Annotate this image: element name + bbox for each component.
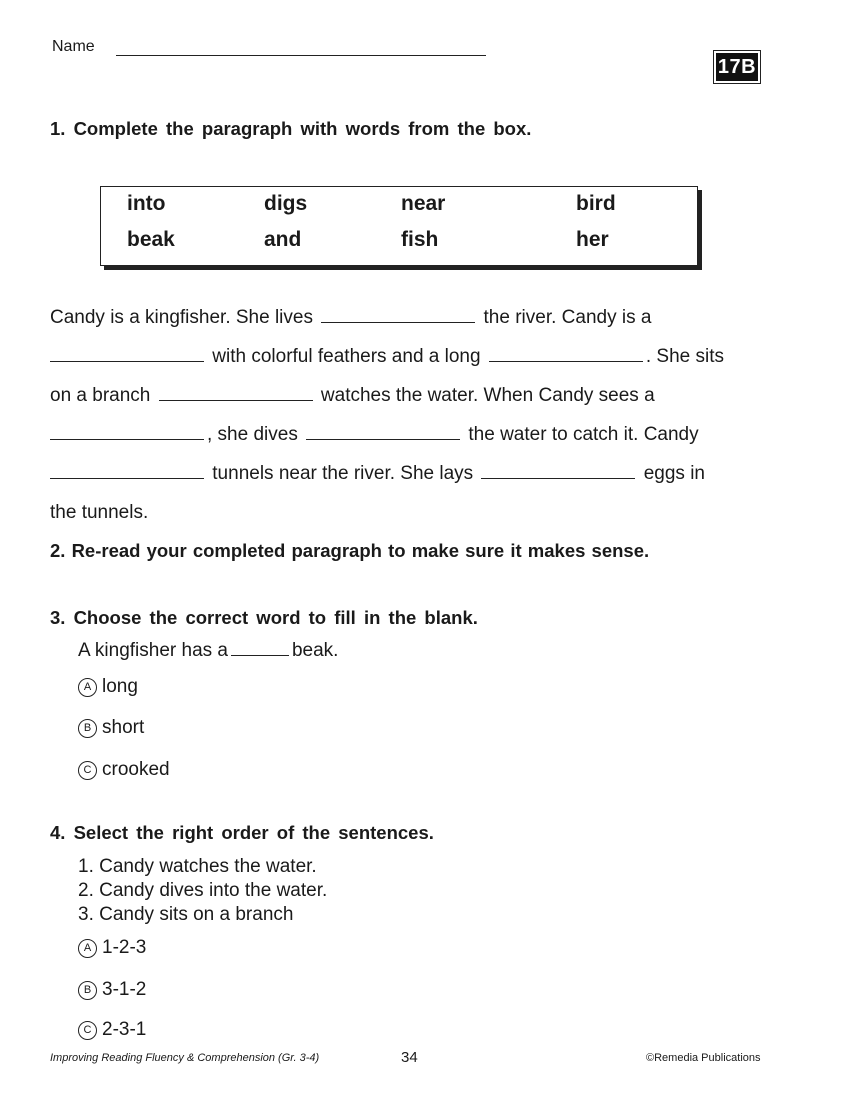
word-box-word: beak	[127, 228, 175, 251]
paragraph-text: tunnels near the river. She lays	[207, 463, 479, 484]
option-circle[interactable]: A	[78, 939, 97, 958]
answer-option[interactable]	[78, 1019, 146, 1041]
option-text: short	[102, 717, 145, 738]
paragraph-text: Candy is a kingfisher. She lives	[50, 307, 319, 328]
question-1-prompt: 1. Complete the paragraph with words from the box.	[50, 118, 532, 139]
sentence-list	[78, 855, 327, 927]
paragraph-line	[50, 376, 810, 415]
answer-blank[interactable]	[50, 478, 204, 479]
word-box-word: bird	[576, 192, 616, 215]
option-text: crooked	[102, 759, 170, 780]
word-box-word: near	[401, 192, 446, 215]
sentence-text: beak.	[291, 640, 339, 661]
answer-option[interactable]	[78, 717, 144, 739]
footer-book-title: Improving Reading Fluency & Comprehension (Gr. 3-4)	[50, 1052, 320, 1064]
answer-option[interactable]	[78, 759, 170, 781]
question-4-prompt: 4. Select the right order of the sentences.	[50, 822, 434, 843]
paragraph-line	[50, 337, 810, 376]
paragraph-text: the water to catch it. Candy	[463, 424, 699, 445]
answer-blank[interactable]	[50, 361, 204, 362]
option-text: 1-2-3	[102, 937, 147, 958]
answer-option[interactable]	[78, 979, 146, 1001]
word-box-word: her	[576, 228, 609, 251]
word-box	[100, 186, 698, 266]
option-text: 2-3-1	[102, 1019, 147, 1040]
paragraph-text: on a branch	[50, 385, 156, 406]
paragraph-line	[50, 415, 810, 454]
paragraph-text: watches the water. When Candy sees a	[315, 385, 655, 406]
name-label: Name	[52, 38, 95, 55]
paragraph-text: with colorful feathers and a long	[207, 346, 486, 367]
option-circle[interactable]: B	[78, 981, 97, 1000]
paragraph-text: eggs in	[638, 463, 705, 484]
question-3-sentence	[78, 640, 338, 662]
paragraph-line	[50, 454, 810, 493]
question-3-prompt: 3. Choose the correct word to fill in the blank.	[50, 607, 478, 628]
sentence-item: 1. Candy watches the water.	[78, 856, 317, 877]
paragraph-text: , she dives	[207, 424, 304, 445]
answer-blank[interactable]	[489, 361, 643, 362]
word-box-word: digs	[264, 192, 308, 215]
answer-blank[interactable]	[231, 655, 289, 656]
option-circle[interactable]: C	[78, 1021, 97, 1040]
option-text: 3-1-2	[102, 979, 147, 1000]
sentence-item: 2. Candy dives into the water.	[78, 880, 328, 901]
cloze-paragraph	[50, 298, 810, 532]
sentence-item: 3. Candy sits on a branch	[78, 904, 294, 925]
question-2-prompt: 2. Re-read your completed paragraph to make sure it makes sense.	[50, 540, 650, 561]
page-badge-label: 17B	[716, 53, 758, 81]
answer-blank[interactable]	[159, 400, 313, 401]
answer-option[interactable]	[78, 676, 138, 698]
name-field[interactable]	[116, 55, 486, 56]
option-circle[interactable]: B	[78, 719, 97, 738]
paragraph-text: . She sits	[645, 346, 724, 367]
page-badge	[713, 50, 761, 84]
option-circle[interactable]: C	[78, 761, 97, 780]
answer-blank[interactable]	[306, 439, 460, 440]
option-text: long	[102, 676, 138, 697]
word-box-word: into	[127, 192, 166, 215]
answer-blank[interactable]	[50, 439, 204, 440]
answer-blank[interactable]	[481, 478, 635, 479]
paragraph-line	[50, 298, 810, 337]
word-box-word: and	[264, 228, 302, 251]
paragraph-text: the river. Candy is a	[478, 307, 652, 328]
word-box-word: fish	[401, 228, 439, 251]
paragraph-text: the tunnels.	[50, 502, 149, 523]
answer-blank[interactable]	[321, 322, 475, 323]
paragraph-line	[50, 493, 810, 532]
sentence-text: A kingfisher has a	[78, 640, 228, 661]
answer-option[interactable]	[78, 937, 146, 959]
page-number: 34	[401, 1049, 418, 1066]
footer-copyright: ©Remedia Publications	[646, 1052, 761, 1064]
option-circle[interactable]: A	[78, 678, 97, 697]
